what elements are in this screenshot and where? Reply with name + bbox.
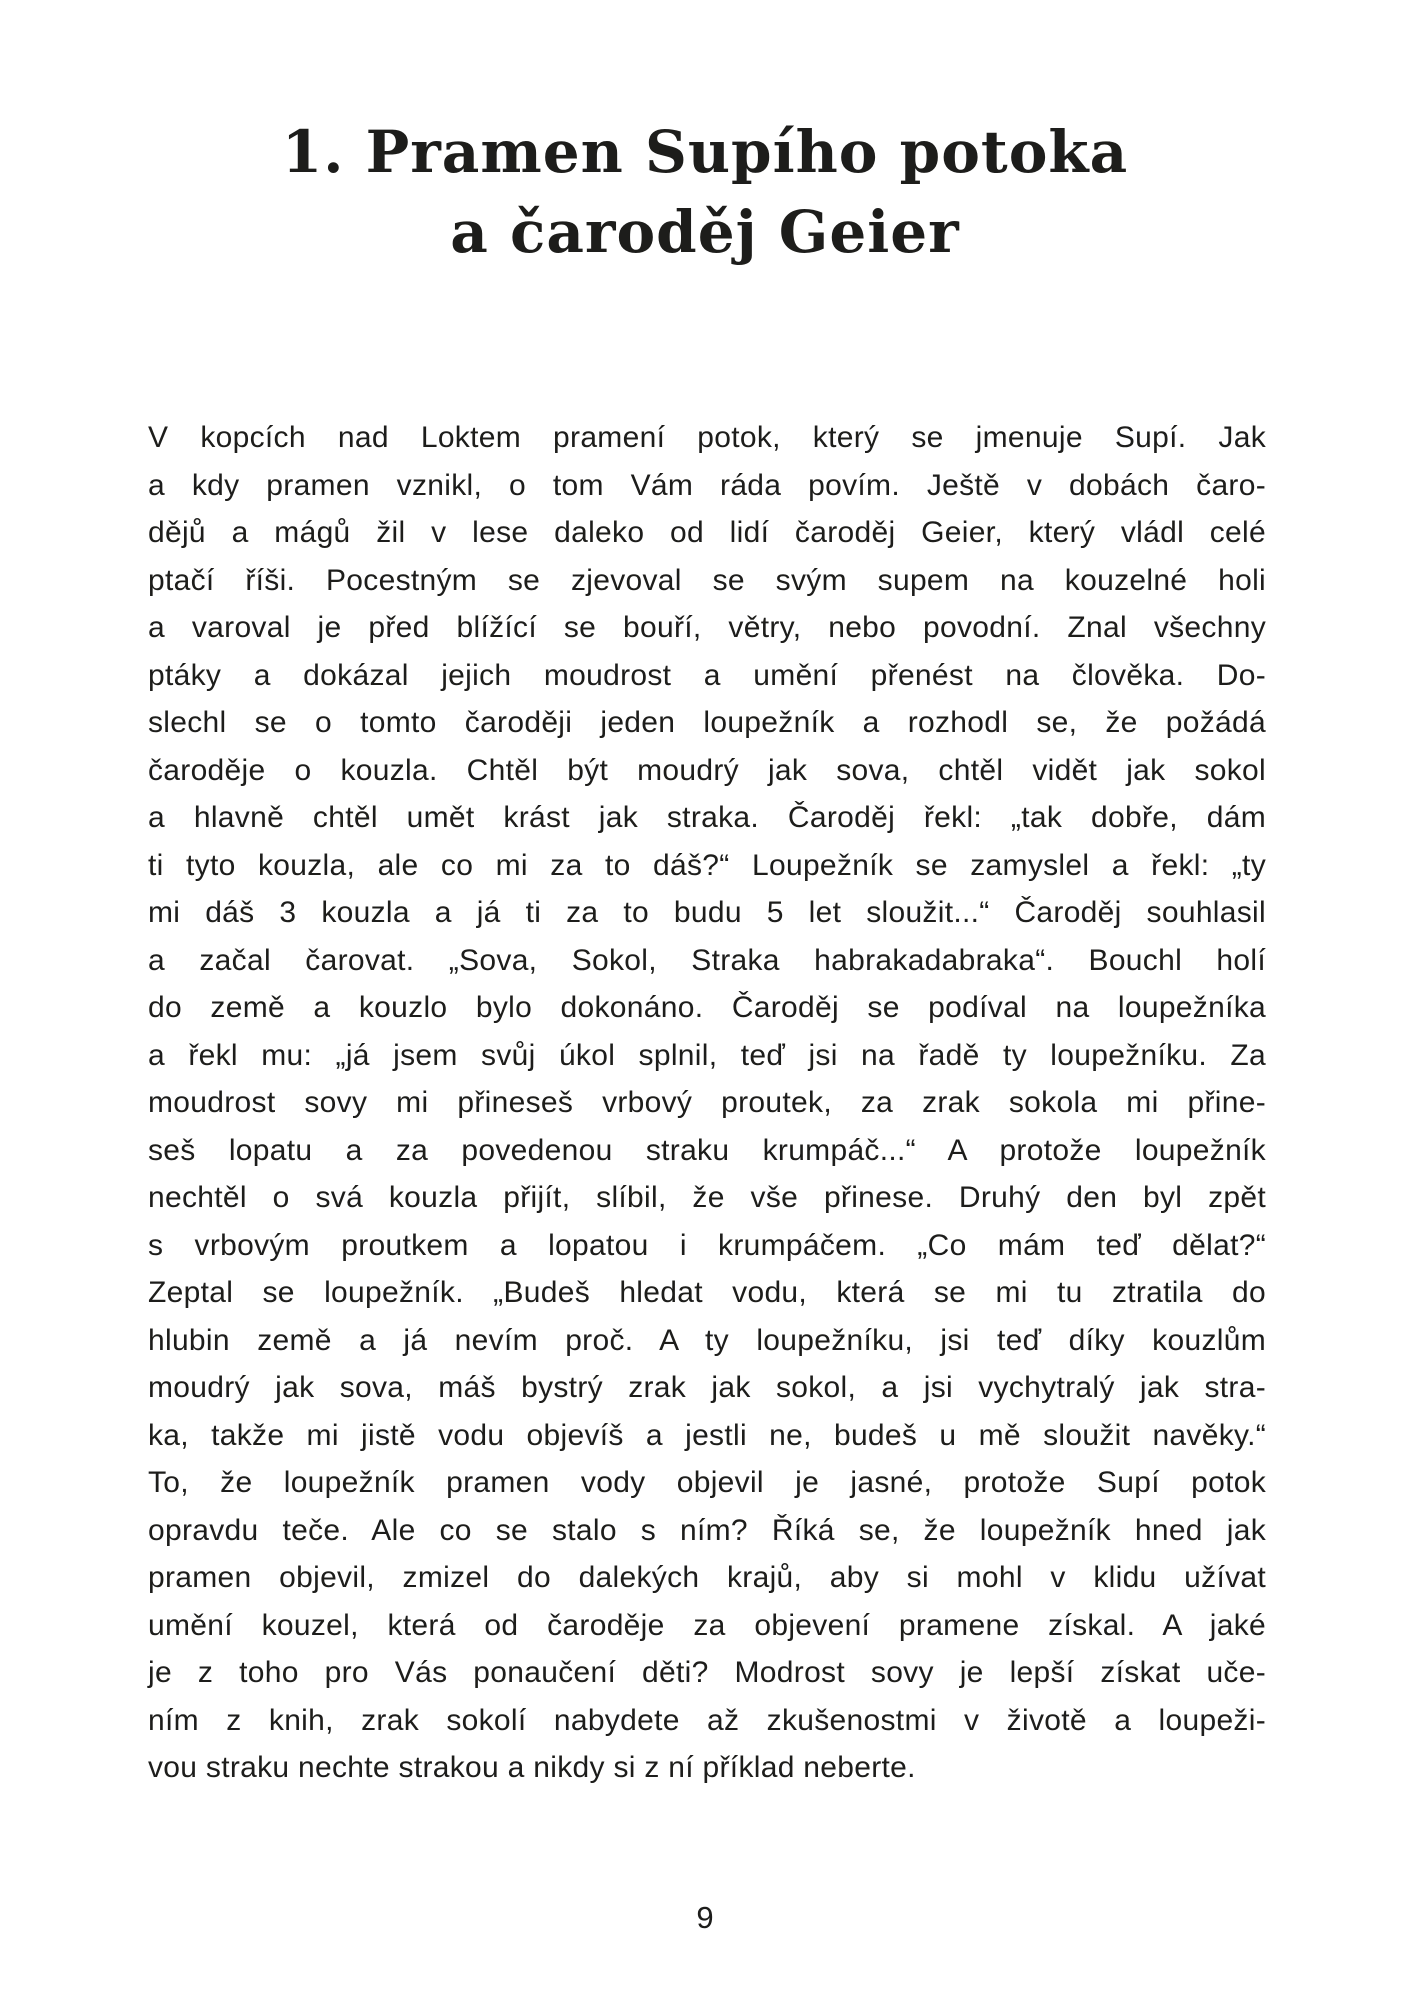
text-line: ním z knih, zrak sokolí nabydete až zkušenostmi v životě a loupeži- xyxy=(148,1703,1266,1737)
text-line: nechtěl o svá kouzla přijít, slíbil, že vše přinese. Druhý den byl zpět xyxy=(148,1181,1266,1214)
text-line: seš lopatu a za povedenou straku krumpáč...“ A protože loupežník xyxy=(148,1133,1266,1167)
text-line: a hlavně chtěl umět krást jak straka. Čaroděj řekl: „tak dobře, dám xyxy=(148,801,1266,834)
text-line: ka, takže mi jistě vodu objevíš a jestli ne, budeš u mě sloužit navěky.“ xyxy=(148,1418,1266,1452)
text-line: čaroděje o kouzla. Chtěl být moudrý jak sova, chtěl vidět jak sokol xyxy=(148,753,1266,787)
page-number: 9 xyxy=(696,1900,714,1935)
text-line: ptačí říši. Pocestným se zjevoval se svým supem na kouzelné holi xyxy=(148,563,1266,597)
chapter-title-line-2: a čaroděj Geier xyxy=(450,198,960,267)
text-line: do země a kouzlo bylo dokonáno. Čaroděj se podíval na loupežníka xyxy=(148,991,1266,1024)
text-line: moudrost sovy mi přineseš vrbový proutek, za zrak sokola mi přine- xyxy=(148,1086,1266,1119)
text-line: opravdu teče. Ale co se stalo s ním? Říká se, že loupežník hned jak xyxy=(148,1513,1266,1547)
text-line: je z toho pro Vás ponaučení děti? Modrost sovy je lepší získat uče- xyxy=(148,1656,1266,1689)
story-paragraph xyxy=(148,414,1266,1792)
text-line: slechl se o tomto čaroději jeden loupežník a rozhodl se, že požádá xyxy=(148,706,1266,739)
text-line: To, že loupežník pramen vody objevil je jasné, protože Supí potok xyxy=(148,1466,1266,1499)
text-line: dějů a mágů žil v lese daleko od lidí čaroděj Geier, který vládl celé xyxy=(148,516,1266,549)
chapter-title xyxy=(0,112,1410,272)
text-line: ptáky a dokázal jejich moudrost a umění přenést na člověka. Do- xyxy=(148,658,1266,692)
text-line: ti tyto kouzla, ale co mi za to dáš?“ Loupežník se zamyslel a řekl: „ty xyxy=(148,848,1266,882)
text-line: pramen objevil, zmizel do dalekých krajů, aby si mohl v klidu užívat xyxy=(148,1561,1266,1594)
text-line: a varoval je před blížící se bouří, větry, nebo povodní. Znal všechny xyxy=(148,611,1266,644)
text-line: umění kouzel, která od čaroděje za objevení pramene získal. A jaké xyxy=(148,1608,1266,1642)
text-line: a řekl mu: „já jsem svůj úkol splnil, teď jsi na řadě ty loupežníku. Za xyxy=(148,1038,1266,1072)
text-line: vou straku nechte strakou a nikdy si z ní příklad neberte. xyxy=(148,1751,916,1784)
text-line: s vrbovým proutkem a lopatou i krumpáčem. „Co mám teď dělat?“ xyxy=(148,1228,1266,1262)
text-line: V kopcích nad Loktem pramení potok, který se jmenuje Supí. Jak xyxy=(148,421,1266,454)
chapter-title-line-1: 1. Pramen Supího potoka xyxy=(281,118,1129,186)
text-line: mi dáš 3 kouzla a já ti za to budu 5 let sloužit...“ Čaroděj souhlasil xyxy=(148,896,1266,929)
text-line: hlubin země a já nevím proč. A ty loupežníku, jsi teď díky kouzlům xyxy=(148,1323,1266,1357)
text-line: Zeptal se loupežník. „Budeš hledat vodu, která se mi tu ztratila do xyxy=(148,1276,1266,1309)
text-line: a začal čarovat. „Sova, Sokol, Straka habrakadabraka“. Bouchl holí xyxy=(148,943,1266,977)
text-line: moudrý jak sova, máš bystrý zrak jak sokol, a jsi vychytralý jak stra- xyxy=(148,1371,1266,1404)
text-line: a kdy pramen vznikl, o tom Vám ráda povím. Ještě v dobách čaro- xyxy=(148,468,1266,502)
